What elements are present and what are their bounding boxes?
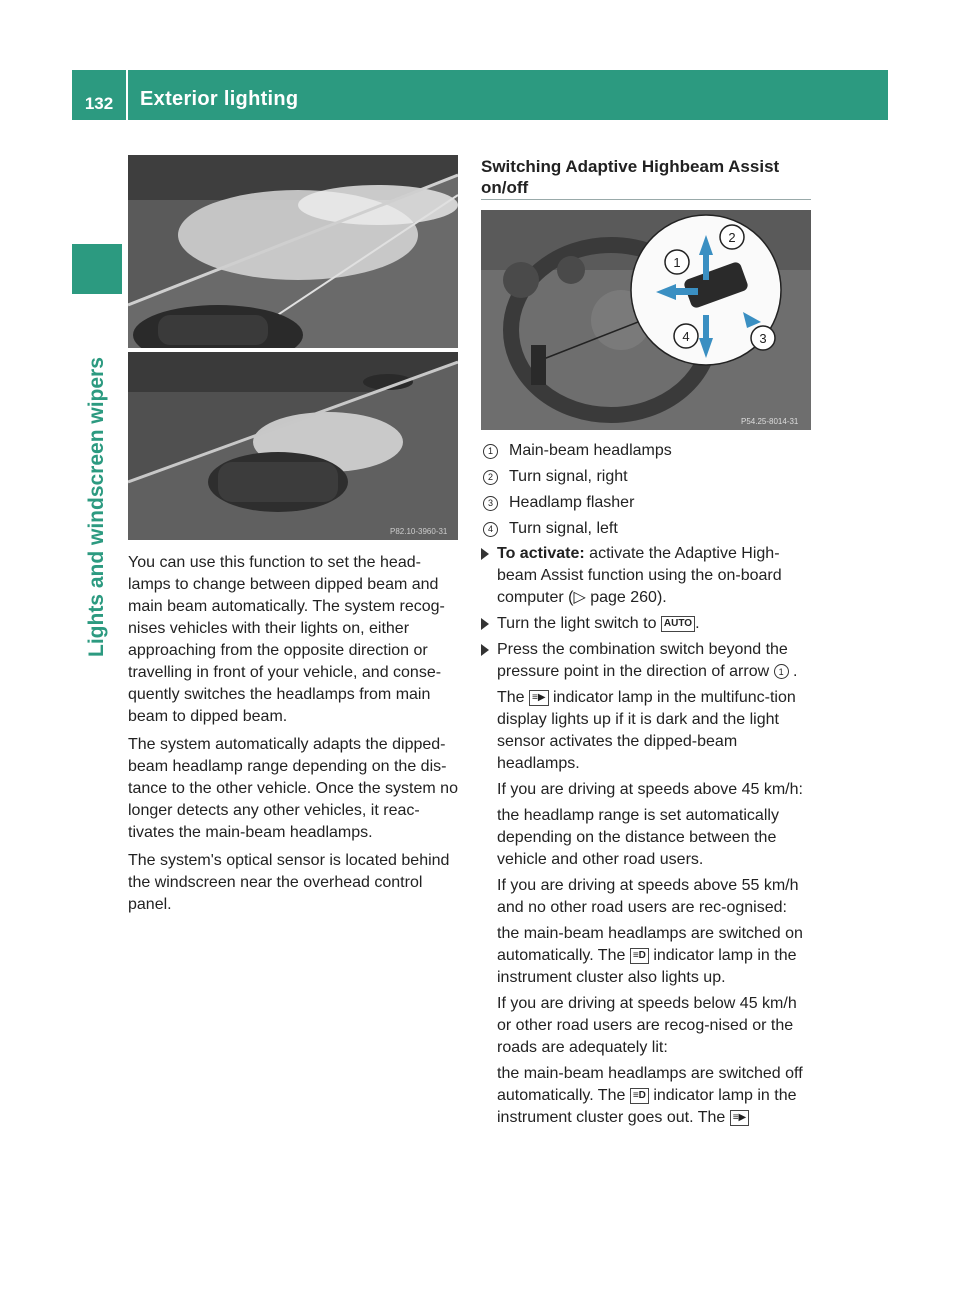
- text: indicator lamp in the instrument cluster also lights up.: [497, 947, 797, 986]
- side-tab-marker: [72, 244, 122, 294]
- legend-label: Turn signal, right: [509, 468, 628, 485]
- heading-rule: [481, 199, 811, 200]
- step-light-switch: Turn the light switch to AUTO .: [481, 613, 813, 635]
- highbeam-assist-icon: ≡▶: [730, 1110, 750, 1126]
- step-arrow-icon: [481, 548, 489, 560]
- step-text: activate the Adaptive High-beam Assist function using the on-board computer (: [497, 545, 782, 606]
- step-arrow-icon: [481, 644, 489, 656]
- step-text: Press the combination switch beyond the pressure point in the direction of arrow: [497, 641, 788, 680]
- paragraph: [481, 687, 813, 775]
- paragraph: The system automatically adapts the dipped-beam headlamp range depending on the dis-tance to the other vehicle. Once the system no longer detects any other vehicles, it reac-tivates the main-beam headlamps.: [128, 736, 458, 841]
- photo-dipped-beam: [128, 352, 458, 540]
- callout-1: 1: [673, 255, 681, 270]
- step-press-switch: Press the combination switch beyond the pressure point in the direction of arrow 1 .: [481, 639, 813, 683]
- main-beam-icon: ≡D: [630, 948, 649, 964]
- legend-item: [481, 464, 811, 490]
- legend-number: 2: [483, 470, 498, 485]
- step-activate: [481, 543, 813, 609]
- section-heading: Switching Adaptive Highbeam Assist on/off: [481, 157, 780, 197]
- paragraph: the headlamp range is set automatically depending on the distance between the vehicle and other road users.: [497, 807, 779, 868]
- callout-ref: 1: [774, 664, 789, 679]
- photo-main-beam: [128, 155, 458, 348]
- page-reference-link[interactable]: ▷ page 260).: [573, 589, 667, 606]
- legend-number: 4: [483, 522, 498, 537]
- paragraph: [481, 923, 813, 989]
- legend-number: 1: [483, 444, 498, 459]
- paragraph: You can use this function to set the head-lamps to change between dipped beam and main beam automatically. The system recog-nises vehicles with their lights on, either approaching from the opposite direction or travelling in front of your vehicle, and conse-quently switches the headlamps from main beam to dipped beam.: [128, 554, 445, 725]
- callout-4: 4: [682, 329, 690, 344]
- legend-label: Turn signal, left: [509, 520, 618, 537]
- paragraph: If you are driving at speeds below 45 km/h or other road users are recog-nised or the roads are adequately lit:: [497, 995, 797, 1056]
- paragraph: If you are driving at speeds above 55 km/h and no other road users are rec-ognised:: [497, 877, 799, 916]
- legend: [481, 438, 811, 542]
- paragraph: The system's optical sensor is located behind the windscreen near the overhead control panel.: [128, 852, 450, 913]
- image-code: P54.25-8014-31: [741, 417, 799, 426]
- text: the main-beam headlamps are switched off automatically. The: [497, 1065, 803, 1104]
- header-divider: [126, 70, 128, 120]
- text: the main-beam headlamps are switched on automatically. The: [497, 925, 803, 964]
- highbeam-assist-icon: ≡▶: [529, 690, 549, 706]
- page-number: 132: [84, 94, 114, 113]
- legend-item: [481, 490, 811, 516]
- step-label: To activate:: [497, 545, 585, 562]
- legend-label: Headlamp flasher: [509, 494, 635, 511]
- image-code: P82.10-3960-31: [390, 527, 448, 536]
- legend-item: [481, 516, 811, 542]
- legend-item: [481, 438, 811, 464]
- auto-icon: AUTO: [661, 616, 695, 632]
- legend-label: Main-beam headlamps: [509, 442, 672, 459]
- side-tab-label: Lights and windscreen wipers: [85, 357, 108, 657]
- photo-combination-switch: [481, 210, 811, 430]
- callout-3: 3: [759, 331, 767, 346]
- instructions: [481, 543, 813, 1133]
- step-arrow-icon: [481, 618, 489, 630]
- text: The: [497, 689, 530, 706]
- text: indicator lamp in the instrument cluster goes out. The: [497, 1087, 797, 1126]
- left-text: [128, 552, 460, 922]
- main-beam-icon: ≡D: [630, 1088, 649, 1104]
- text: indicator lamp in the multifunc-tion display lights up if it is dark and the light sensor activates the dipped-beam headlamps.: [497, 689, 796, 772]
- callout-2: 2: [728, 230, 736, 245]
- paragraph: If you are driving at speeds above 45 km/h:: [497, 781, 803, 798]
- paragraph: [481, 1063, 813, 1129]
- step-text: Turn the light switch to: [497, 615, 661, 632]
- page-title: Exterior lighting: [140, 88, 299, 110]
- legend-number: 3: [483, 496, 498, 511]
